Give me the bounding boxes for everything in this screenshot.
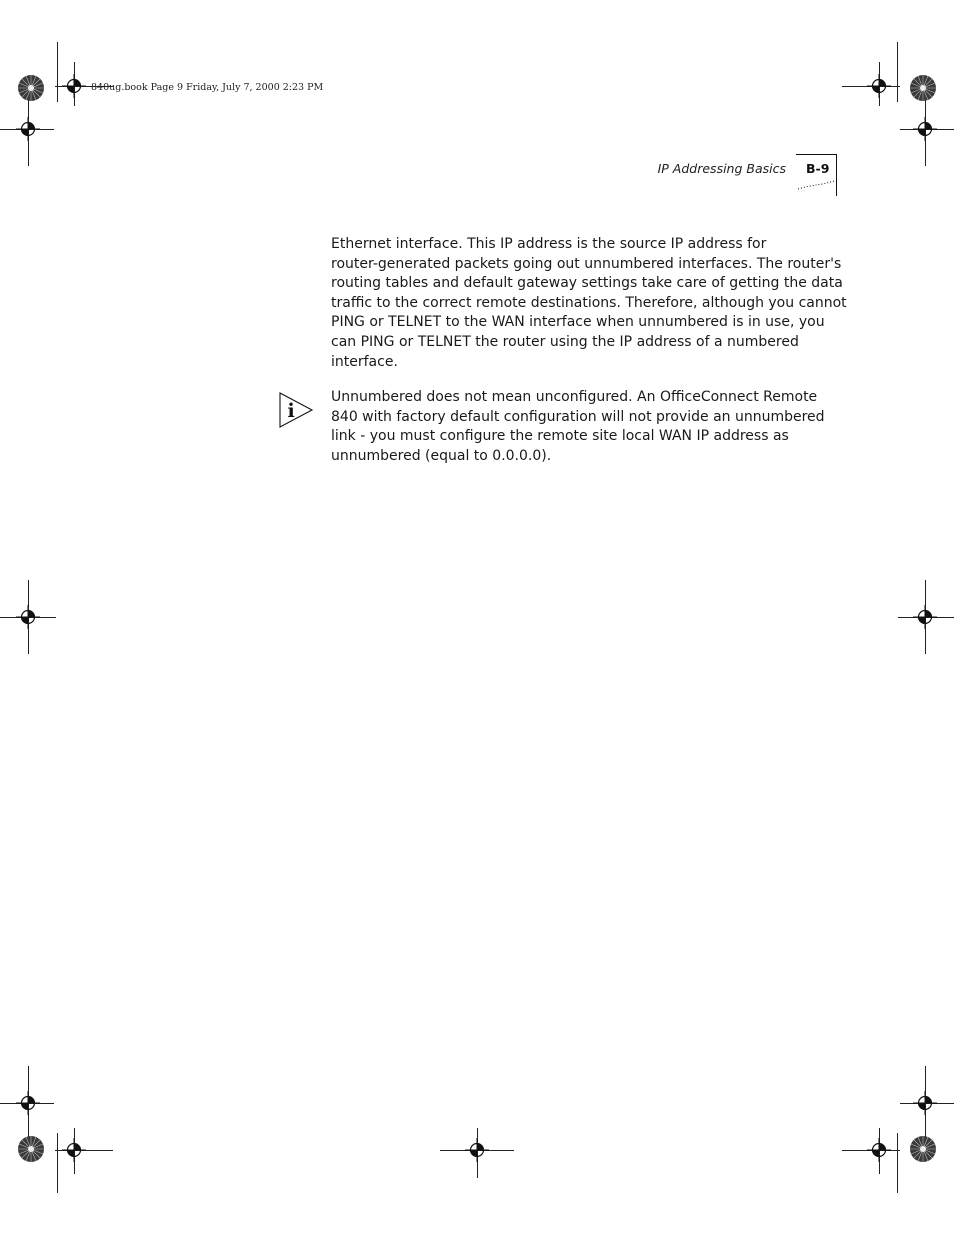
text-line: Ethernet interface. This IP address is the source IP address for bbox=[331, 236, 767, 252]
crop-line bbox=[57, 1133, 58, 1193]
crop-line bbox=[897, 1133, 898, 1193]
starburst-target-icon bbox=[17, 1135, 45, 1163]
text-line: routing tables and default gateway settings take care of getting the data bbox=[331, 275, 843, 292]
page-number: B-9 bbox=[806, 161, 830, 176]
print-slug: 840ug.book Page 9 Friday, July 7, 2000 2:23 PM bbox=[91, 82, 324, 93]
registration-mark-icon bbox=[913, 605, 937, 629]
running-header-title: IP Addressing Basics bbox=[657, 161, 786, 176]
text-line: can PING or TELNET the router using the IP address of a numbered bbox=[331, 333, 799, 350]
text-line: link - you must configure the remote site local WAN IP address as bbox=[331, 428, 789, 445]
text-line: router-generated packets going out unnumbered interfaces. The router's bbox=[331, 255, 842, 272]
text-line: unnumbered (equal to 0.0.0.0). bbox=[331, 447, 552, 464]
text-line: PING or TELNET to the WAN interface when unnumbered is in use, you bbox=[331, 314, 825, 331]
body-paragraph bbox=[331, 235, 847, 372]
starburst-target-icon bbox=[909, 74, 937, 102]
registration-mark-icon bbox=[913, 117, 937, 141]
crop-line bbox=[897, 42, 898, 102]
text-line: traffic to the correct remote destinations. Therefore, although you cannot bbox=[331, 294, 847, 311]
registration-mark-icon bbox=[16, 605, 40, 629]
registration-mark-icon bbox=[913, 1091, 937, 1115]
text-line: 840 with factory default configuration will not provide an unnumbered bbox=[331, 408, 825, 425]
registration-mark-icon bbox=[62, 1138, 86, 1162]
text-line: Unnumbered does not mean unconfigured. An OfficeConnect Remote bbox=[331, 389, 818, 405]
registration-mark-icon bbox=[16, 117, 40, 141]
registration-mark-icon bbox=[16, 1091, 40, 1115]
info-icon bbox=[279, 391, 314, 429]
starburst-target-icon bbox=[909, 1135, 937, 1163]
crop-line bbox=[57, 42, 58, 102]
svg-text:i: i bbox=[287, 400, 295, 422]
registration-mark-icon bbox=[867, 74, 891, 98]
note-paragraph bbox=[331, 388, 843, 466]
text-line: interface. bbox=[331, 353, 398, 370]
registration-mark-icon bbox=[465, 1138, 489, 1162]
registration-mark-icon bbox=[867, 1138, 891, 1162]
registration-mark-icon bbox=[62, 74, 86, 98]
starburst-target-icon bbox=[17, 74, 45, 102]
